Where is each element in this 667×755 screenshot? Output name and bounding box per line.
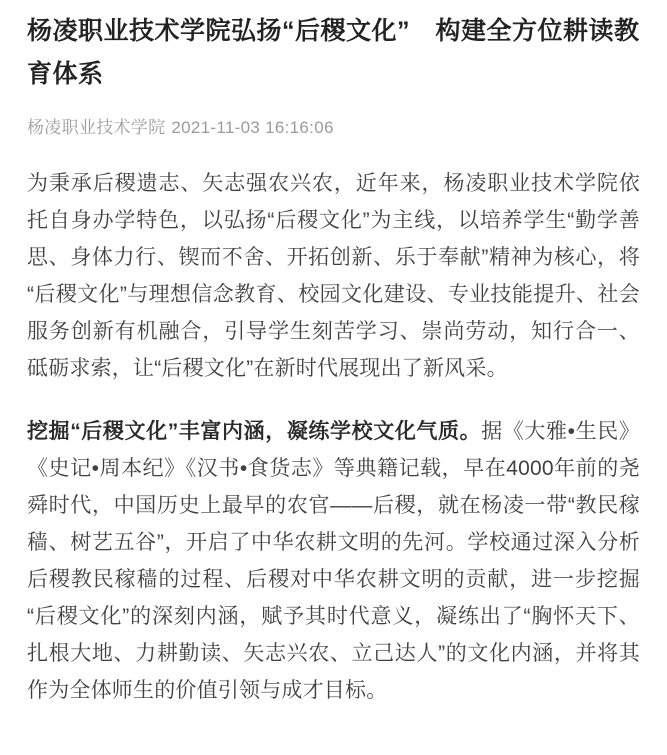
paragraph-text: 据《大雅•生民》《史记•周本纪》《汉书•食货志》等典籍记载，早在4000年前的尧舜时代，中国历史上最早的农官——后稷，就在杨凌一带“教民稼穑、树艺五谷”，开启了中华农耕文明的先河。学校通过深入分析后稷教民稼穑的过程、后稷对中华农耕文明的贡献，进一步挖掘“后稷文化”的深刻内涵，赋予其时代意义，凝练出了“胸怀天下、扎根大地、力耕勤读、矢志兴农、立己达人”的文化内涵，并将其作为全体师生的价值引领与成才目标。 <box>27 420 640 702</box>
article-paragraph <box>27 413 640 709</box>
byline-datetime: 2021-11-03 16:16:06 <box>171 118 334 137</box>
paragraph-lead-bold: 挖掘“后稷文化”丰富内涵，凝练学校文化气质。 <box>27 420 482 443</box>
paragraph-text: 为秉承后稷遗志、矢志强农兴农，近年来，杨凌职业技术学院依托自身办学特色，以弘扬“后稷文化”为主线，以培养学生“勤学善思、身体力行、锲而不舍、开拓创新、乐于奉献”精神为核心，将“后稷文化”与理想信念教育、校园文化建设、专业技能提升、社会服务创新有机融合，引导学生刻苦学习、崇尚劳动，知行合一、砥砺求索，让“后稷文化”在新时代展现出了新风采。 <box>27 172 640 380</box>
article-body <box>27 165 640 709</box>
article-title: 杨凌职业技术学院弘扬“后稷文化” 构建全方位耕读教育体系 <box>27 17 640 88</box>
byline-source: 杨凌职业技术学院 <box>27 118 166 137</box>
article-byline <box>27 117 640 139</box>
article-paragraph <box>27 165 640 387</box>
